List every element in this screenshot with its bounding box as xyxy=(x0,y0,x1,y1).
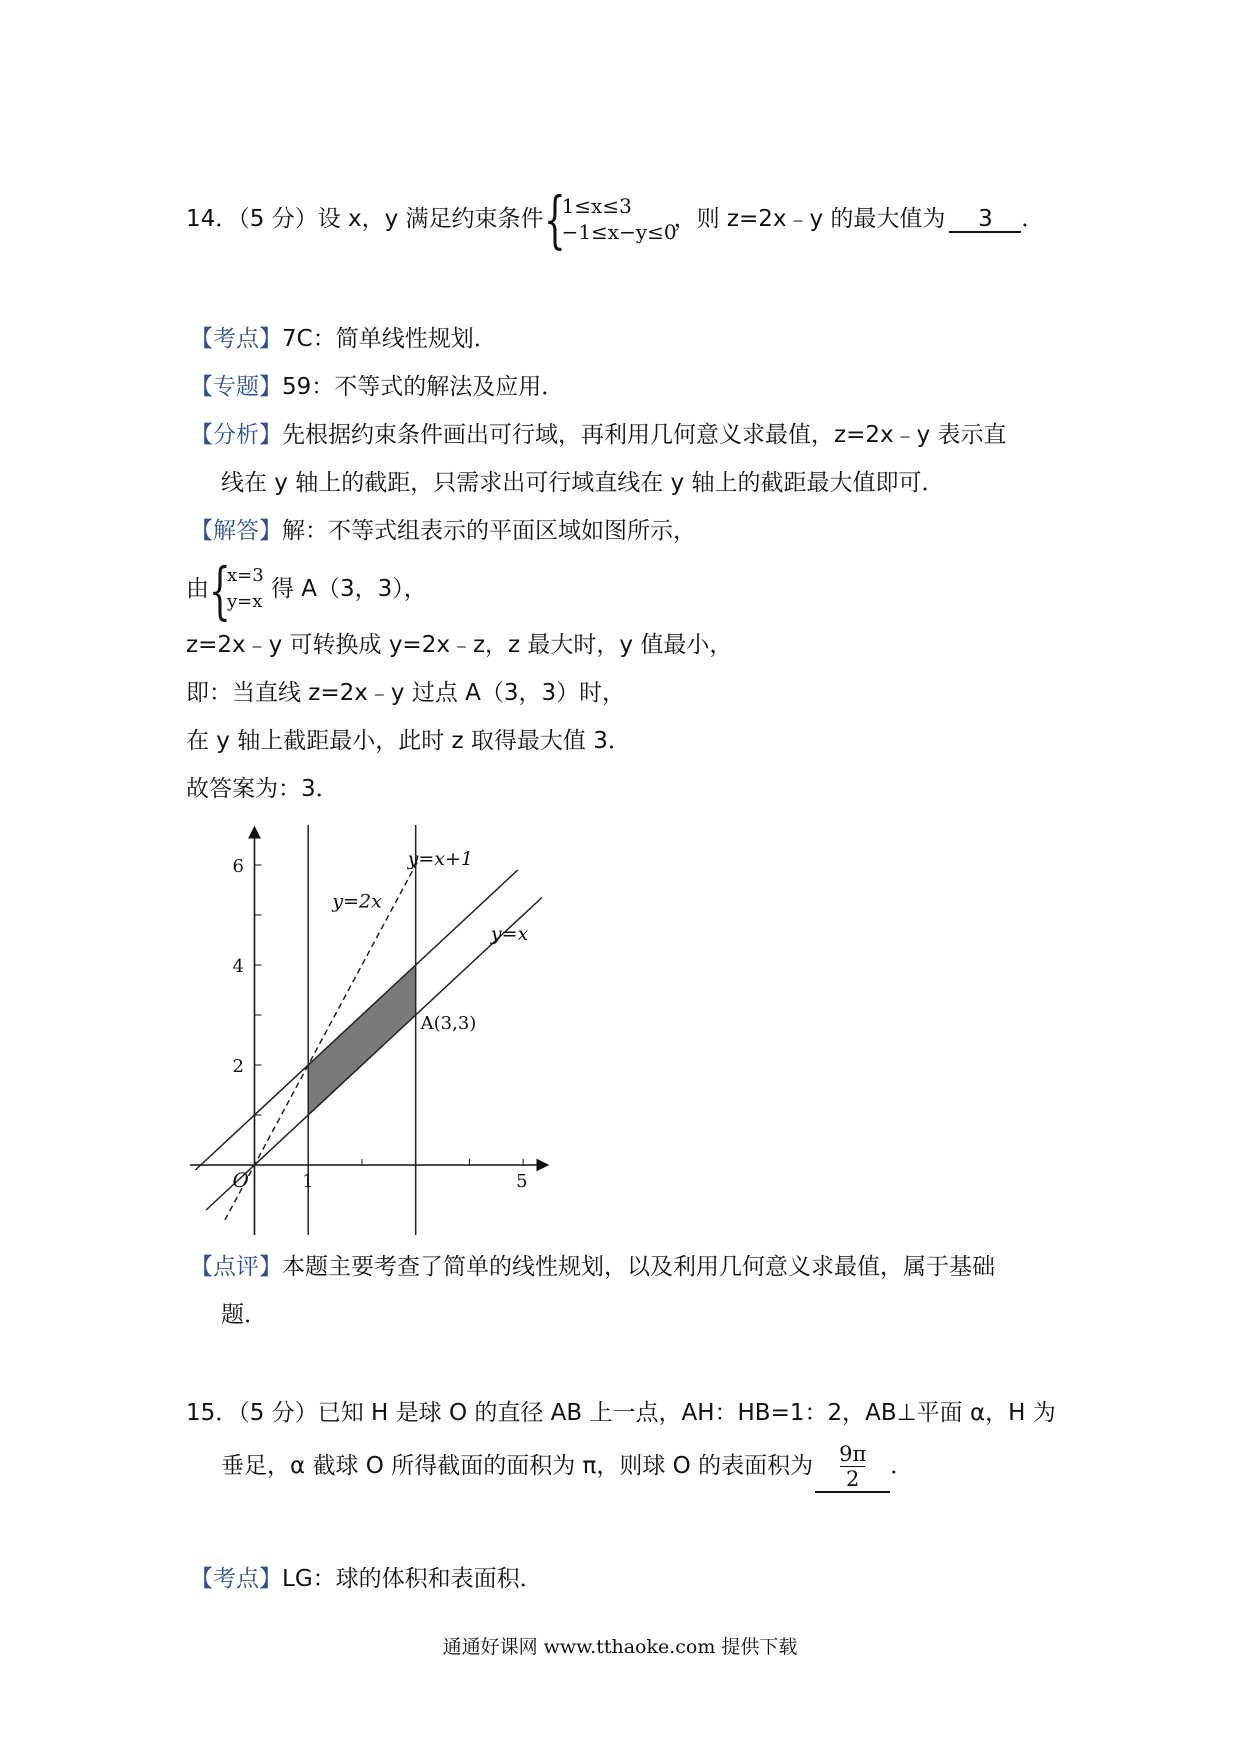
point-A-label: A(3,3) xyxy=(420,1013,477,1034)
q14-answer-blank: 3 xyxy=(949,207,1021,233)
solve-row-1: x=3 xyxy=(227,564,264,586)
zhuanti-tag: 【专题】 xyxy=(190,374,282,400)
q15-end: ． xyxy=(890,1453,914,1479)
q14-lead: 14．（5 分）设 x，y 满足约束条件 xyxy=(186,206,544,232)
q15-answer-fraction xyxy=(833,1442,872,1491)
q14-fenxi-cont: 线在 y 轴上的截距，只需求出可行域直线在 y 轴上的截距最大值即可． xyxy=(221,470,945,496)
you-char: 由 xyxy=(186,576,209,602)
label-y=2x: y=2x xyxy=(332,890,382,913)
q14-constraint-system xyxy=(543,182,677,256)
q14-system-line xyxy=(186,553,427,627)
feasible-region-figure xyxy=(190,825,550,1235)
dianping-text-1: 本题主要考查了简单的线性规划，以及利用几何意义求最值，属于基础 xyxy=(282,1254,995,1280)
q14-sol-1: z=2x﹣y 可转换成 y=2x﹣z，z 最大时，y 值最小， xyxy=(186,632,733,658)
kaodian-tag: 【考点】 xyxy=(190,326,282,352)
solve-system xyxy=(209,553,271,627)
y-tick-label-4: 4 xyxy=(232,956,244,977)
q14-sol-2: 即：当直线 z=2x﹣y 过点 A（3，3）时， xyxy=(186,680,626,706)
q14-fenxi xyxy=(190,420,1007,450)
solve-row-2: y=x xyxy=(227,590,263,612)
fraction-denominator: 2 xyxy=(840,1466,865,1491)
page-footer: 通通好课网 www.tthaoke.com 提供下载 xyxy=(442,1636,798,1658)
jieda-text: 解：不等式组表示的平面区域如图所示， xyxy=(282,518,696,544)
q15-line-1: 15．（5 分）已知 H 是球 O 的直径 AB 上一点，AH：HB=1：2，AB⊥平面 α，H 为 xyxy=(186,1400,1056,1426)
constraint-row-2: −1≤x−y≤0 xyxy=(561,219,677,244)
q14-end: ． xyxy=(1021,206,1045,232)
q15-line-2 xyxy=(221,1436,913,1496)
q14-middle: ，则 z=2x﹣y 的最大值为 xyxy=(673,206,946,232)
de-text: 得 A（3，3）， xyxy=(271,576,427,602)
dianping-tag: 【点评】 xyxy=(190,1254,282,1280)
fraction-numerator: 9π xyxy=(839,1442,867,1466)
fenxi-text-1: 先根据约束条件画出可行域，再利用几何意义求最值，z=2x﹣y 表示直 xyxy=(282,422,1007,448)
q14-dianping xyxy=(190,1252,995,1282)
q14-sol-4: 故答案为：3． xyxy=(186,776,339,802)
constraint-row-1: 1≤x≤3 xyxy=(561,193,632,218)
q14-zhuanti xyxy=(190,372,564,402)
q14-kaodian xyxy=(190,324,497,354)
q14-question xyxy=(186,182,1045,256)
origin-label: O xyxy=(232,1168,249,1192)
y-tick-label-6: 6 xyxy=(232,856,244,877)
label-y=x+1: y=x+1 xyxy=(407,848,474,870)
fenxi-tag: 【分析】 xyxy=(190,422,282,448)
q15-answer-blank xyxy=(815,1442,890,1493)
label-y=x: y=x xyxy=(490,923,529,945)
q14-jieda xyxy=(190,516,696,546)
kaodian-text: 7C：简单线性规划． xyxy=(282,326,497,352)
y-tick-label-2: 2 xyxy=(232,1056,244,1077)
q15-line-2-text: 垂足，α 截球 O 所得截面的面积为 π，则球 O 的表面积为 xyxy=(221,1453,814,1479)
jieda-tag: 【解答】 xyxy=(190,518,282,544)
q14-sol-3: 在 y 轴上截距最小，此时 z 取得最大值 3． xyxy=(186,728,631,754)
q15-kaodian-tag: 【考点】 xyxy=(190,1566,282,1592)
q15-kaodian-text: LG：球的体积和表面积． xyxy=(282,1566,543,1592)
x-tick-label-1: 1 xyxy=(302,1171,314,1192)
brace-symbol: { xyxy=(543,182,566,256)
x-tick-label-5: 5 xyxy=(516,1171,528,1192)
q15-kaodian xyxy=(190,1564,543,1594)
zhuanti-text: 59：不等式的解法及应用． xyxy=(282,374,565,400)
feasible-region xyxy=(308,965,415,1115)
brace-symbol-2: { xyxy=(209,553,231,627)
q14-dianping-cont: 题． xyxy=(221,1302,267,1328)
